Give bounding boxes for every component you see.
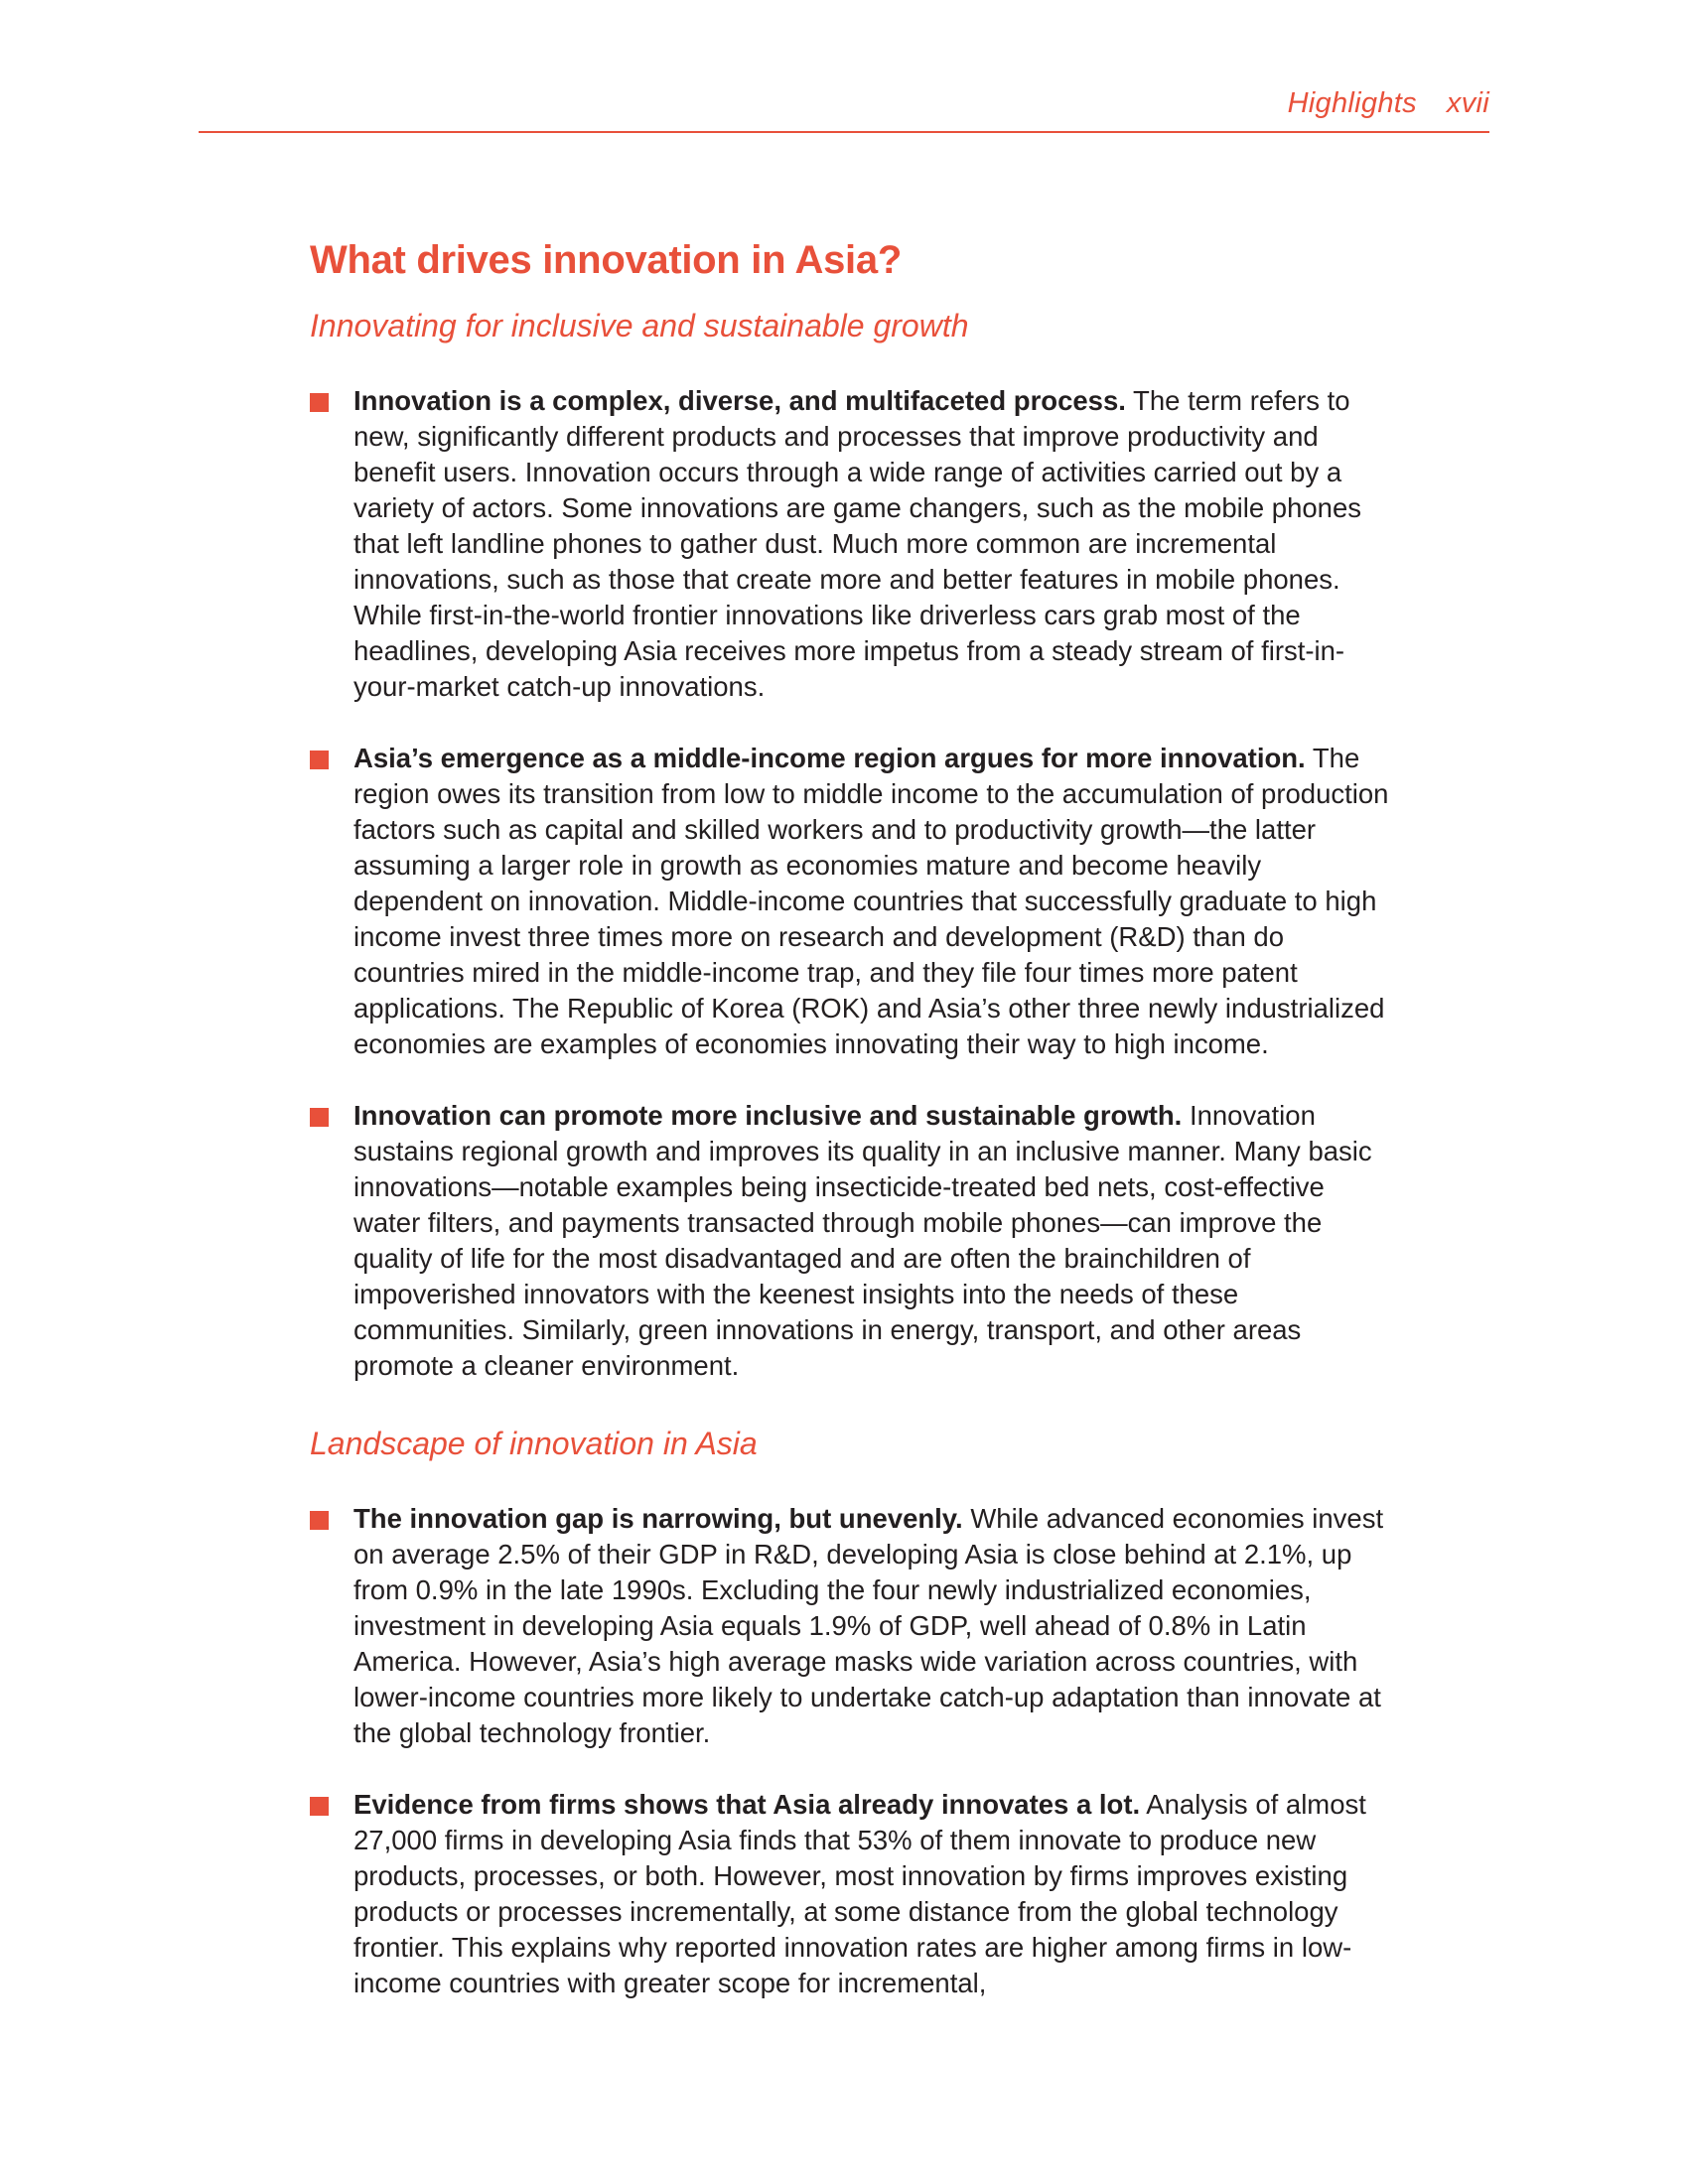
- bullet-body: Innovation sustains regional growth and improves its quality in an inclusive manner. Many basic innovations—notable examples being insecticide-treated bed nets, cost-effective water filters, and payments transacted through mobile phones—can improve the quality of life for the most disadvantaged and are often the brainchildren of impoverished innovators with the keenest insights into the needs of these communities. Similarly, green innovations in energy, transport, and other areas promote a cleaner environment.: [353, 1100, 1372, 1381]
- section-label: Highlights: [1287, 87, 1417, 119]
- bullet-lead: The innovation gap is narrowing, but unevenly.: [353, 1503, 963, 1534]
- bullet-body: Analysis of almost 27,000 firms in developing Asia finds that 53% of them innovate to produce new products, processes, or both. However, most innovation by firms improves existing products or processes incrementally, at some distance from the global technology frontier. This explains why reported innovation rates are higher among firms in low-income countries with greater scope for incremental,: [353, 1789, 1366, 1998]
- bullet-square-icon: [310, 393, 329, 412]
- bullet-square-icon: [310, 1797, 329, 1816]
- page-number: xvii: [1446, 87, 1489, 119]
- bullet-item: [310, 1787, 1392, 2001]
- bullet-lead: Asia’s emergence as a middle-income region argues for more innovation.: [353, 743, 1306, 773]
- bullet-square-icon: [310, 1108, 329, 1127]
- bullet-item: [310, 741, 1392, 1062]
- page-title: What drives innovation in Asia?: [310, 238, 902, 282]
- bullet-lead: Evidence from firms shows that Asia already innovates a lot.: [353, 1789, 1141, 1820]
- subsection-title-landscape: Landscape of innovation in Asia: [310, 1426, 758, 1461]
- bullet-body: The region owes its transition from low to middle income to the accumulation of production factors such as capital and skilled workers and to productivity growth—the latter assuming a larger role in growth as economies mature and become heavily dependent on innovation. Middle-income countries that successfully graduate to high income invest three times more on research and development (R&D) than do countries mired in the middle-income trap, and they file four times more patent applications. The Republic of Korea (ROK) and Asia’s other three newly industrialized economies are examples of economies innovating their way to high income.: [353, 743, 1389, 1059]
- bullet-item: [310, 1501, 1392, 1751]
- bullet-square-icon: [310, 1511, 329, 1530]
- subsection-title-inclusive-growth: Innovating for inclusive and sustainable growth: [310, 308, 969, 343]
- bullet-square-icon: [310, 751, 329, 769]
- bullet-lead: Innovation can promote more inclusive and sustainable growth.: [353, 1100, 1183, 1131]
- bullet-body: The term refers to new, significantly different products and processes that improve productivity and benefit users. Innovation occurs through a wide range of activities carried out by a variety of actors. Some innovations are game changers, such as the mobile phones that left landline phones to gather dust. Much more common are incremental innovations, such as those that create more and better features in mobile phones. While first-in-the-world frontier innovations like driverless cars grab most of the headlines, developing Asia receives more impetus from a steady stream of first-in-your-market catch-up innovations.: [353, 385, 1362, 702]
- main-content: [310, 230, 1392, 2037]
- bullet-item: [310, 1098, 1392, 1384]
- running-header-text: [1288, 87, 1489, 120]
- running-header: [199, 87, 1489, 133]
- bullet-body: While advanced economies invest on average 2.5% of their GDP in R&D, developing Asia is close behind at 2.1%, up from 0.9% in the late 1990s. Excluding the four newly industrialized economies, investment in developing Asia equals 1.9% of GDP, well ahead of 0.8% in Latin America. However, Asia’s high average masks wide variation across countries, with lower-income countries more likely to undertake catch-up adaptation than innovate at the global technology frontier.: [353, 1503, 1384, 1748]
- bullet-lead: Innovation is a complex, diverse, and multifaceted process.: [353, 385, 1126, 416]
- bullet-item: [310, 383, 1392, 705]
